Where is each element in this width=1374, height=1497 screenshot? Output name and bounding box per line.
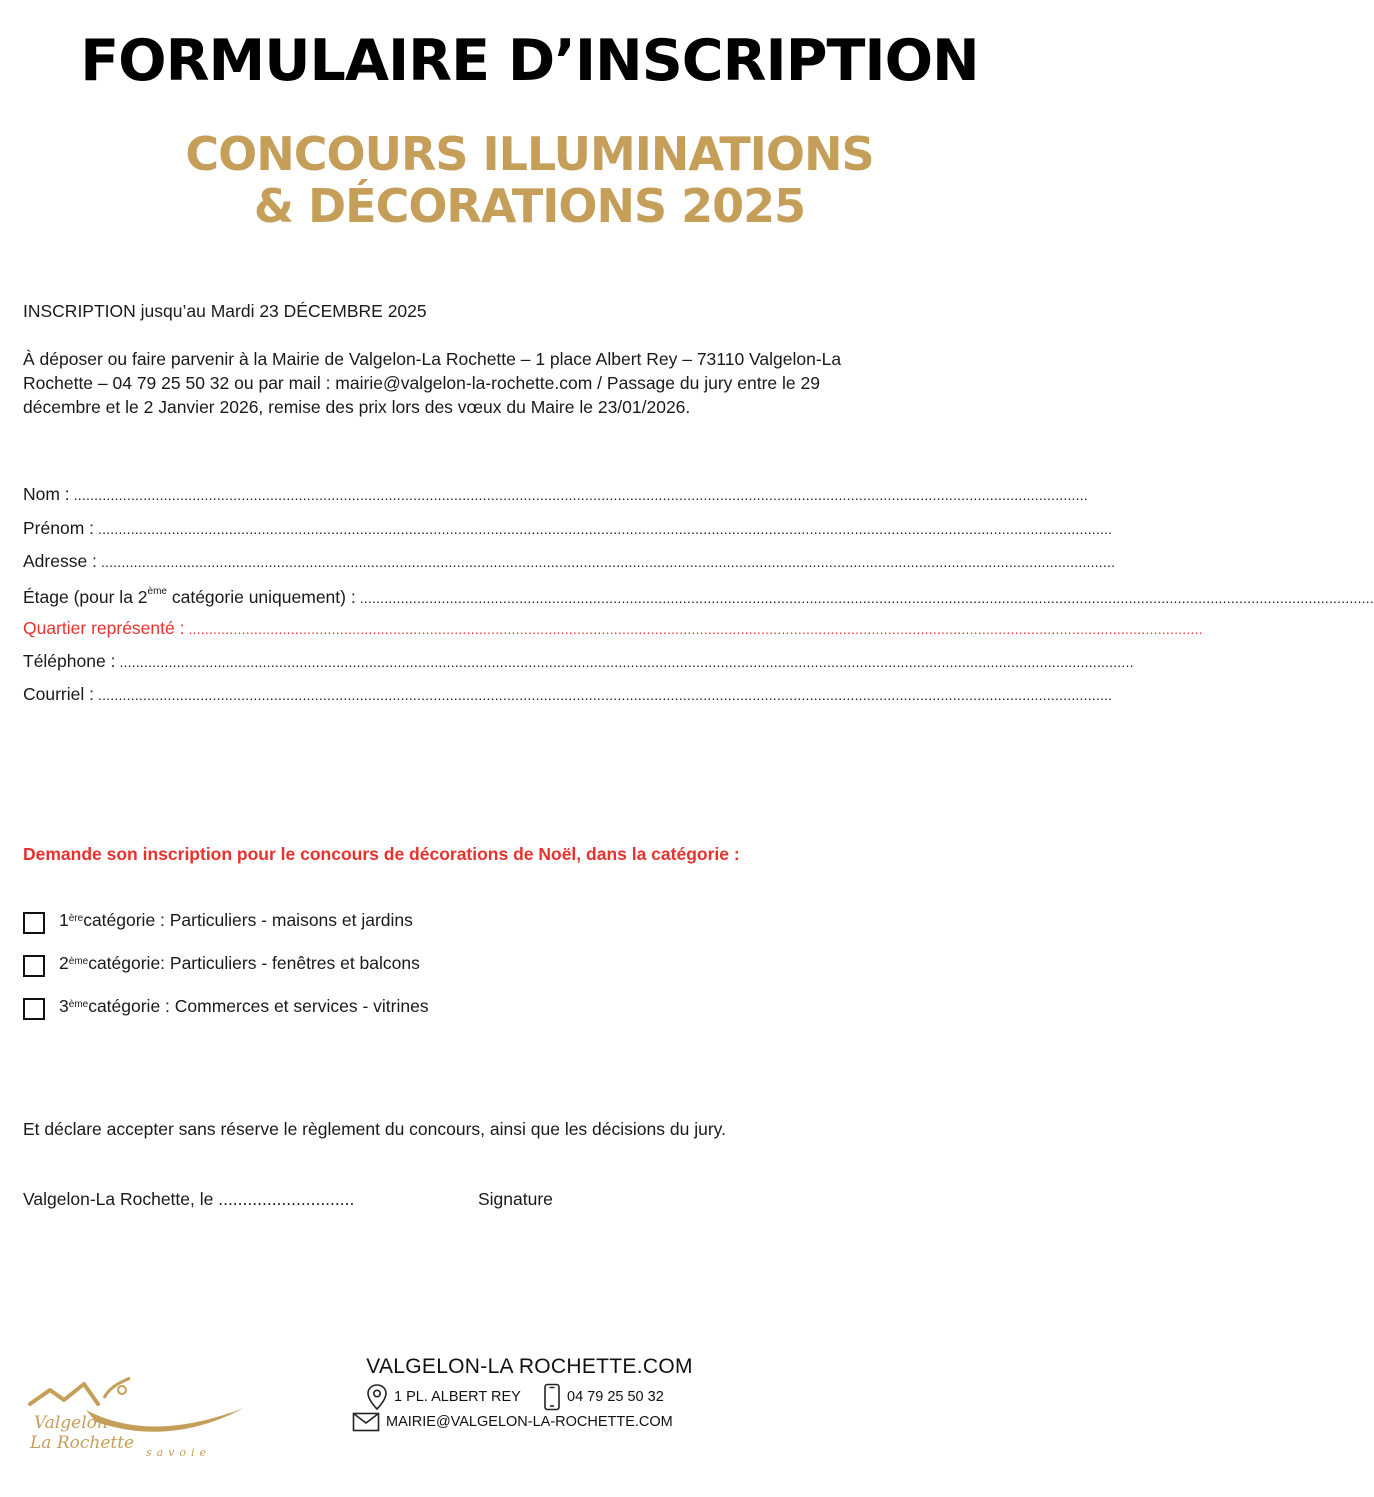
category-2-number: 2 [59, 952, 69, 973]
prenom-label: Prénom : [23, 518, 94, 538]
quartier-dotted-line[interactable]: ........................................................................................................................................................................................................................................................ [188, 621, 1203, 637]
prenom-field[interactable] [23, 516, 1113, 540]
category-3-number: 3 [59, 995, 69, 1016]
category-1-number: 1 [59, 909, 69, 930]
category-3-sup: ème [68, 998, 89, 1010]
footer-address [366, 1383, 521, 1411]
category-3-checkbox[interactable] [23, 998, 45, 1020]
adresse-dotted-line[interactable]: ........................................................................................................................................................................................................................................................ [100, 554, 1116, 570]
footer-phone-text: 04 79 25 50 32 [567, 1389, 664, 1405]
category-request-text: Demande son inscription pour le concours de décorations de Noël, dans la catégorie : [23, 844, 740, 864]
footer-website[interactable]: VALGELON-LA ROCHETTE.COM [366, 1355, 693, 1378]
instructions-line-3: décembre et le 2 Janvier 2026, remise des prix lors des vœux du Maire le 23/01/2026. [23, 397, 691, 417]
declaration-text: Et déclare accepter sans réserve le règlement du concours, ainsi que les décisions du jury. [23, 1119, 726, 1139]
etage-label-sup: ème [147, 586, 167, 597]
quartier-field[interactable] [23, 616, 1203, 640]
category-2-sup: ème [68, 955, 89, 967]
telephone-label: Téléphone : [23, 651, 116, 671]
category-3-option[interactable] [23, 991, 429, 1021]
subtitle-line-2: & DÉCORATIONS 2025 [253, 179, 806, 233]
category-1-checkbox[interactable] [23, 912, 45, 934]
category-2-option[interactable] [23, 948, 420, 978]
etage-label-start: Étage (pour la 2 [23, 586, 148, 607]
adresse-label: Adresse : [23, 551, 97, 571]
category-1-option[interactable] [23, 905, 413, 935]
town-logo [26, 1370, 252, 1462]
quartier-label: Quartier représenté : [23, 618, 185, 638]
prenom-dotted-line[interactable]: ........................................................................................................................................................................................................................................................ [98, 521, 1113, 537]
adresse-field[interactable] [23, 549, 1116, 573]
category-3-label: catégorie : Commerces et services - vitrines [88, 995, 429, 1016]
etage-dotted-line[interactable]: ........................................................................................................................................................................................................................................................ [359, 589, 1374, 606]
nom-label: Nom : [23, 484, 70, 504]
etage-field[interactable] [23, 582, 1374, 607]
page-subtitle [0, 128, 1059, 232]
telephone-field[interactable] [23, 649, 1134, 673]
location-pin-icon [366, 1383, 388, 1411]
category-2-label: catégorie: Particuliers - fenêtres et balcons [88, 952, 420, 973]
place-date-line[interactable]: Valgelon-La Rochette, le ............................ [23, 1189, 355, 1209]
category-1-label: catégorie : Particuliers - maisons et jardins [83, 909, 413, 930]
signature-label: Signature [478, 1189, 553, 1209]
courriel-label: Courriel : [23, 684, 94, 704]
footer-phone [543, 1383, 664, 1411]
footer-email [352, 1412, 673, 1432]
courriel-dotted-line[interactable]: ........................................................................................................................................................................................................................................................ [98, 687, 1113, 703]
subtitle-line-1: CONCOURS ILLUMINATIONS [185, 127, 874, 181]
telephone-dotted-line[interactable]: ........................................................................................................................................................................................................................................................ [119, 654, 1134, 670]
footer-email-text: MAIRIE@VALGELON-LA-ROCHETTE.COM [386, 1414, 673, 1430]
page-title: FORMULAIRE D’INSCRIPTION [80, 28, 979, 94]
etage-label [23, 582, 356, 609]
logo-text-line-1: Valgelon- [34, 1413, 114, 1433]
etage-label-end: catégorie uniquement) : [166, 586, 356, 607]
logo-text-line-3: savoie [146, 1446, 212, 1459]
envelope-icon [352, 1412, 380, 1432]
logo-text-line-2: La Rochette [30, 1433, 135, 1453]
deadline-text: INSCRIPTION jusqu’au Mardi 23 DÉCEMBRE 2025 [23, 301, 427, 321]
instructions-line-1: À déposer ou faire parvenir à la Mairie de Valgelon-La Rochette – 1 place Albert Rey – 73110 Valgelon-La [23, 349, 842, 369]
footer-address-text: 1 PL. ALBERT REY [394, 1389, 521, 1405]
instructions-paragraph [23, 347, 1033, 419]
category-2-checkbox[interactable] [23, 955, 45, 977]
courriel-field[interactable] [23, 682, 1113, 706]
instructions-line-2: Rochette – 04 79 25 50 32 ou par mail : mairie@valgelon-la-rochette.com / Passage du jury entre le 29 [23, 373, 820, 393]
mobile-phone-icon [543, 1383, 561, 1411]
nom-dotted-line[interactable]: ........................................................................................................................................................................................................................................................ [73, 487, 1088, 503]
nom-field[interactable] [23, 482, 1088, 506]
category-1-sup: ère [68, 912, 84, 924]
